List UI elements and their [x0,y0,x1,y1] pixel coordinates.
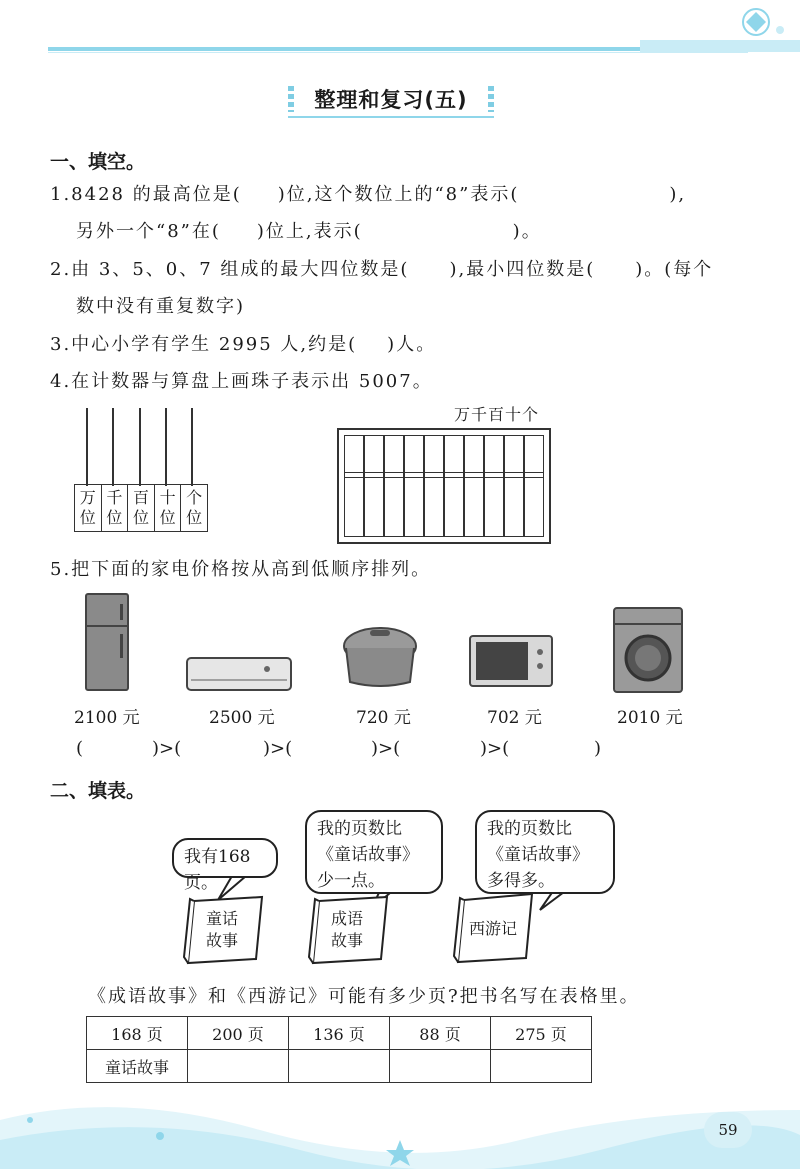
q1-text-b: )位,这个数位上的“8”表示( [277,184,520,205]
table-header-cell: 200 页 [188,1017,289,1050]
question-1-line-2 [76,217,542,243]
price-refrigerator: 2100 元 [74,708,140,728]
q1-text-e: )位上,表示( [256,221,363,242]
table-cell-blank[interactable] [491,1050,592,1083]
table-header-cell: 88 页 [390,1017,491,1050]
price-rice-cooker: 720 元 [356,708,411,728]
bubble-2-line-1: 我的页数比 [317,819,402,839]
bubble-1-text: 我有168页。 [184,847,251,893]
abacus-rod [463,435,465,537]
counter-rod [139,408,141,486]
counter-rod [86,408,88,486]
bubble-2-line-2: 《童话故事》 [317,845,419,865]
refrigerator-icon [84,592,130,694]
bubble-3-line-2: 《童话故事》 [487,845,589,865]
table-header-row [87,1017,592,1050]
table-cell: 童话故事 [87,1050,188,1083]
microwave-icon [468,634,554,690]
counter-cell-qian: 千 位 [102,485,129,531]
table-header-cell: 168 页 [87,1017,188,1050]
q3-text-b: )人。 [387,334,437,355]
question-3 [50,330,436,356]
abacus-rod [443,435,445,537]
table-header-cell: 275 页 [491,1017,592,1050]
counter-base [74,484,208,532]
price-microwave: 702 元 [487,708,542,728]
counter-cell-shi: 十 位 [155,485,182,531]
question-5: 5.把下面的家电价格按从高到低顺序排列。 [50,559,432,580]
compare-open: ( [76,738,84,759]
counter-rod [112,408,114,486]
section-heading-fill-blanks: 一、填空。 [50,151,146,173]
q2-text-c: )。(每个 [635,259,714,280]
counter-cell-ge: 个 位 [186,488,203,527]
compare-gt-3: )>( [371,738,401,759]
table-cell-blank[interactable] [289,1050,390,1083]
q1-text-d: 另外一个“8”在( [76,221,221,242]
abacus-rod [423,435,425,537]
bottom-wave-decoration [0,1080,800,1169]
question-4: 4.在计数器与算盘上画珠子表示出 5007。 [50,371,433,392]
q1-text-c: ), [669,184,687,205]
q3-text-a: 3.中心小学有学生 2995 人,约是( [50,334,358,355]
book-journey-west-title: 西游记 [468,919,517,938]
compare-gt-4: )>( [480,738,510,759]
counter-rod [165,408,167,486]
counter-cell-wan: 万 位 [75,485,102,531]
page-title: 整理和复习(五) [288,82,494,118]
counter-cell-bai: 百 位 [128,485,155,531]
price-washing-machine: 2010 元 [617,708,683,728]
abacus-rod [523,435,525,537]
compare-gt-2: )>( [263,738,293,759]
page-number: 59 [704,1112,752,1148]
compare-close: ) [594,738,602,759]
q1-text-a: 1.8428 的最高位是( [50,184,242,205]
abacus-rod [363,435,365,537]
abacus-rod [503,435,505,537]
air-conditioner-icon [185,656,293,694]
bubble-2-line-3: 少一点。 [317,871,385,891]
book-idiom-title: 成语 故事 [330,909,363,950]
answer-table [86,1016,592,1083]
table-row [87,1050,592,1083]
abacus-place-labels: 万千百十个 [454,405,540,424]
corner-flower-icon [640,0,800,60]
abacus-rod [403,435,405,537]
bubble-3-line-1: 我的页数比 [487,819,572,839]
q2-text-a: 2.由 3、5、0、7 组成的最大四位数是( [50,259,410,280]
question-2-line-1 [50,255,713,281]
table-cell-blank[interactable] [390,1050,491,1083]
counter-rod [191,408,193,486]
speech-bubble-idiom [305,810,443,894]
abacus-rod [483,435,485,537]
table-header-cell: 136 页 [289,1017,390,1050]
speech-bubble-fairy-tale [172,838,278,893]
q2-text-b: ),最小四位数是( [449,259,596,280]
question-2-line-2: 数中没有重复数字) [76,296,246,317]
abacus-rod [383,435,385,537]
table-cell-blank[interactable] [188,1050,289,1083]
bubble-3-line-3: 多得多。 [487,871,555,891]
question-1-line-1 [50,180,686,206]
section-heading-fill-table: 二、填表。 [50,780,146,802]
price-air-conditioner: 2500 元 [209,708,275,728]
abacus[interactable] [337,428,551,544]
compare-gt-1: )>( [152,738,182,759]
book-fairy-tale-title: 童话 故事 [205,909,238,950]
speech-bubble-journey-west [475,810,615,894]
table-prompt: 《成语故事》和《西游记》可能有多少页?把书名写在表格里。 [88,986,640,1007]
rice-cooker-icon [340,624,420,690]
washing-machine-icon [612,606,684,694]
q1-text-f: )。 [512,221,542,242]
